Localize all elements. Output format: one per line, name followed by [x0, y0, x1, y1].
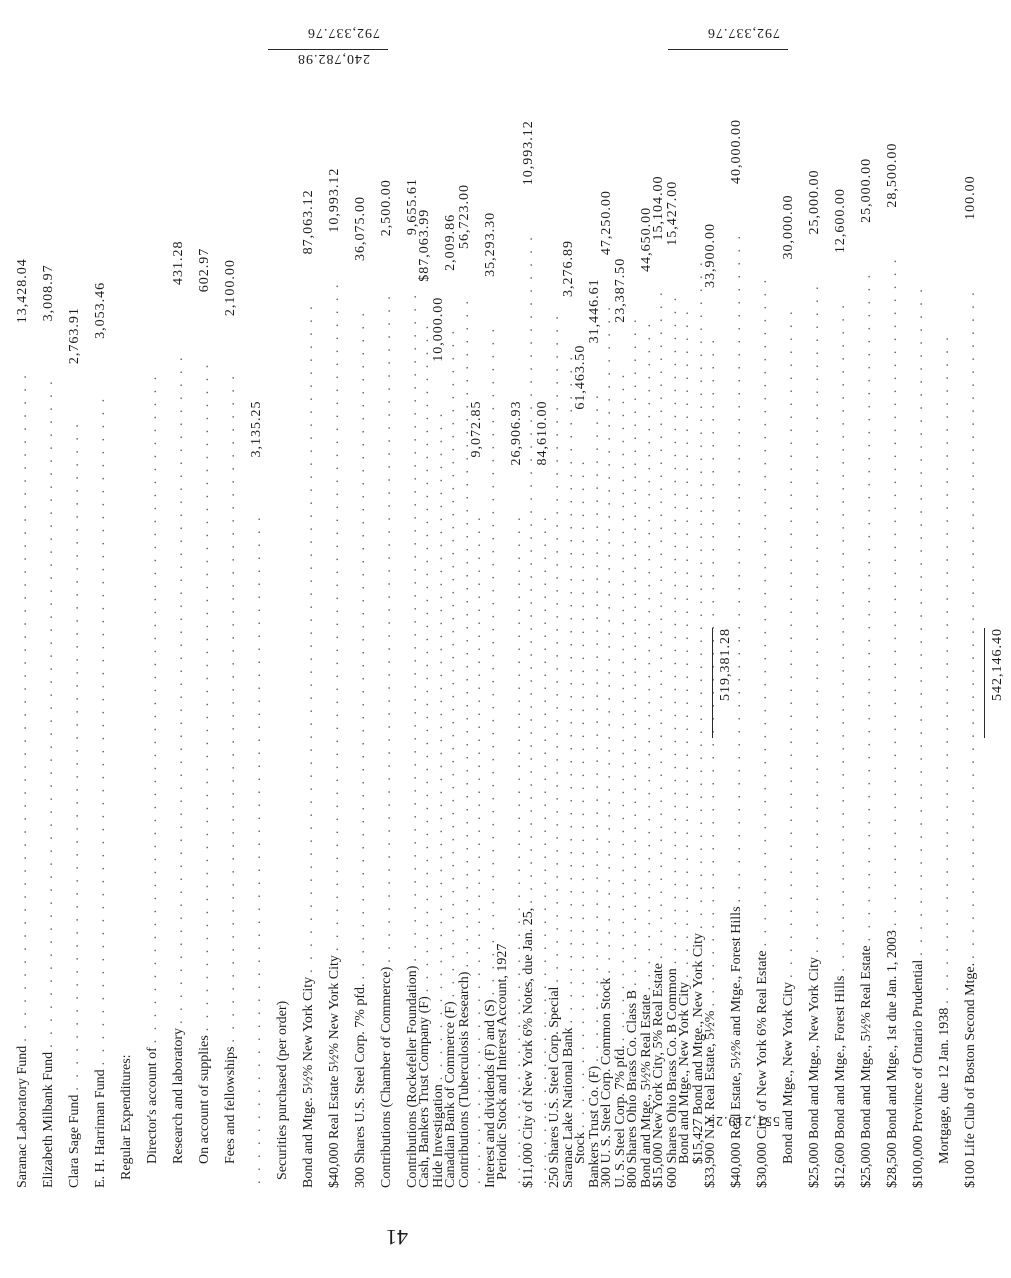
ledger-entry: Bond and Mtge. 5½% New York City . . . 87,063.12: [296, 628, 322, 1188]
ledger-entry: Bond and Mtge., New York City . . .: [672, 628, 698, 1188]
left-carried-total: 792,337.76: [707, 25, 780, 40]
ledger-entry: Stock . . . 61,463.50: [568, 628, 594, 1188]
ledger-entry: $28,500 Bond and Mtge., 1st due Jan. 1, 2003 . . . 28,500.00: [880, 628, 906, 1188]
ledger-entry: $15,427 Bond and Mtge., New York City . . .: [686, 628, 712, 1188]
ledger-entry: Contributions (Chamber of Commerce) . . . 2,500.00: [374, 628, 400, 1188]
left-bottom-total: 551,219.25: [707, 1113, 780, 1128]
ledger-entry: 300 U. S. Steel Corp. Common Stock . . . 47,250.00: [594, 628, 620, 1188]
ledger-entry: E. H. Harriman Fund . . . 3,053.46: [88, 628, 114, 1188]
ledger-entry: . . . 9,072.85: [464, 628, 490, 1188]
ledger-entry: $100 Life Club of Boston Second Mtge. . . . 100.00: [958, 628, 984, 1188]
ledger-entry: $11,000 City of New York 6% Notes, due Jan. 25, . . . 10,993.12: [516, 628, 542, 1188]
ledger-entry: Fees and fellowships . . . 2,100.00: [218, 628, 244, 1188]
ledger-entry: Hide Investigation . . . 10,000.00: [426, 628, 452, 1188]
ledger-entry: Bond and Mtge., New York City . . . 30,000.00: [776, 628, 802, 1188]
left-carried-rule: [668, 49, 788, 50]
ledger-entry: Saranac Laboratory Fund . . . 13,428.04: [10, 628, 36, 1188]
ledger-entry: . . . 3,135.25: [244, 628, 270, 1188]
ledger-entry: Saranac Lake National Bank . . . 3,276.89: [556, 628, 582, 1188]
ledger-entry: Contributions (Tuberculosis Research) . . . 56,723.00: [452, 628, 478, 1188]
ledger-entry: 800 Shares Ohio Brass Co. Class B . . .: [620, 628, 646, 1188]
ledger-entry: On account of supplies . . . 602.97: [192, 628, 218, 1188]
right-carried-total: 792,337.76: [307, 25, 380, 40]
ledger-entry: Director's account of . . .: [140, 628, 166, 1188]
ledger-heading: Securities purchased (per order): [275, 1000, 290, 1180]
ledger-entry: . . . 84,610.00: [530, 628, 556, 1188]
ledger-entry: Elizabeth Milbank Fund . . . 3,008.97: [36, 628, 62, 1188]
ledger-entry: $33,900 N.Y. Real Estate, 5½% . . . 33,900.00: [698, 628, 724, 1188]
ledger-entry: 600 Shares Ohio Brass Co. B Common . . . 15,427.00: [660, 628, 686, 1188]
ledger-heading: Regular Expenditures:: [119, 1054, 134, 1180]
ledger-entry: 300 Shares U.S. Steel Corp. 7% pfd. . . . 36,075.00: [348, 628, 374, 1188]
ledger-entry: 250 Shares U.S. Steel Corp. Special . . .: [542, 628, 568, 1188]
column-total: 542,146.40: [984, 628, 1011, 1188]
ledger-entry: U. S. Steel Corp. 7% pfd. . . . 23,387.50: [608, 628, 634, 1188]
page-number: 41: [386, 1225, 408, 1250]
right-bottom-total: 240,782.98: [297, 51, 370, 66]
ledger-entry: Contributions (Rockefeller Foundation) . . . 9,655.61: [400, 628, 426, 1188]
ledger-entry: Bond and Mtge., 5½% Real Estate . . . 44,650.00: [634, 628, 660, 1188]
ledger-entry: $25,000 Bond and Mtge., 5½% Real Estate . . . 25,000.00: [854, 628, 880, 1188]
ledger-entry: Canadian Bank of Commerce (F) . . . 2,009.86: [438, 628, 464, 1188]
column-total: 519,381.28: [712, 628, 739, 1188]
ledger-entry: $25,000 Bond and Mtge., New York City . . . 25,000.00: [802, 628, 828, 1188]
ledger-entry: $40,000 Real Estate 5½% New York City . . . 10,993.12: [322, 628, 348, 1188]
ledger-entry: $100,000 Province of Ontario Prudential . . .: [906, 628, 932, 1188]
ledger-entry: $15,000 New York City, 5% Real Estate . . . 15,104.00: [646, 628, 672, 1188]
ledger-entry: Interest and dividends (F) and (S) . . . 35,293.30: [478, 628, 504, 1188]
ledger-entry: $30,000 City of New York 6% Real Estate . . .: [750, 628, 776, 1188]
ledger-entry: Clara Sage Fund . . . 2,763.91: [62, 628, 88, 1188]
ledger-entry: Cash, Bankers Trust Company (F) . . . $87,063.99: [412, 628, 438, 1188]
ledger-entry: . . . 26,906.93: [504, 628, 530, 1188]
ledger-entry: Research and laboratory . . . 431.28: [166, 628, 192, 1188]
ledger-heading: Periodic Stock and Interest Account, 1927: [495, 943, 510, 1180]
ledger-entry: $40,000 Real Estate, 5½% and Mtge., Forest Hills . . . 40,000.00: [724, 628, 750, 1188]
ledger-entry: Bankers Trust Co. (F) . . . 31,446.61: [582, 628, 608, 1188]
ledger-entry: $12,600 Bond and Mtge., Forest Hills . . . 12,600.00: [828, 628, 854, 1188]
ledger-entry: Mortgage, due 12 Jan. 1938 . . .: [932, 628, 958, 1188]
